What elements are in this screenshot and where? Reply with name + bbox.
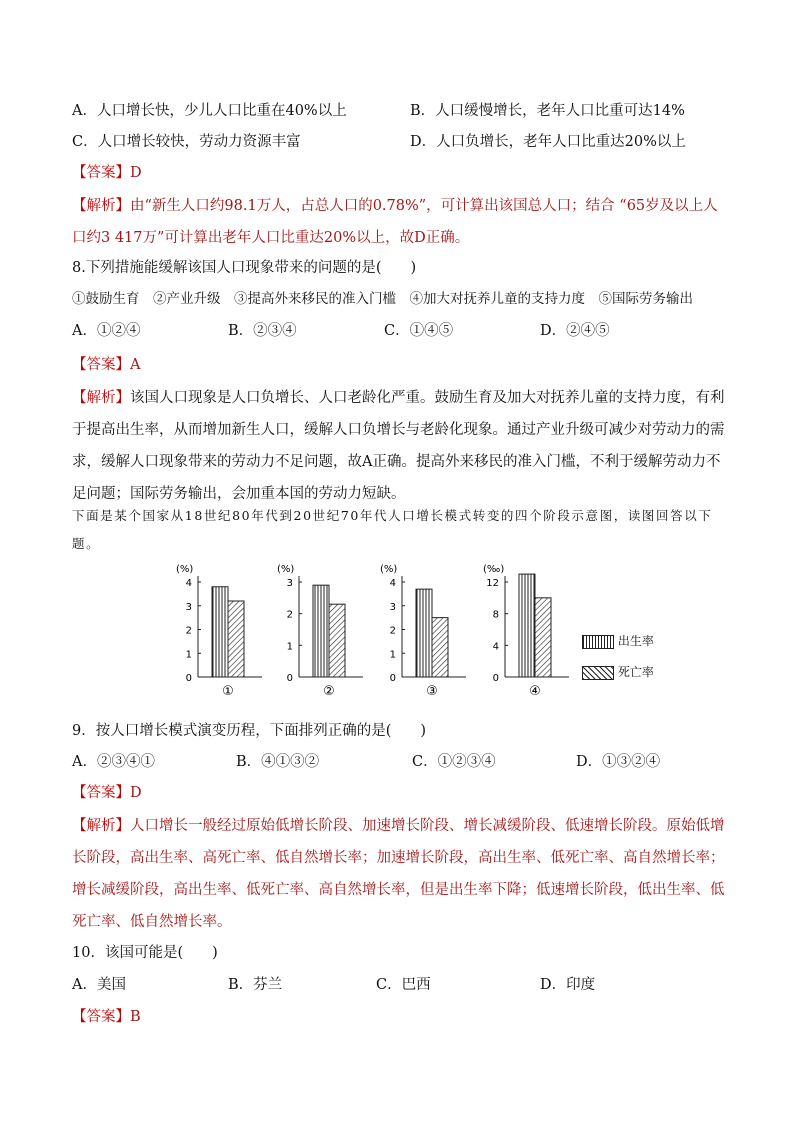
tick-label: 0 — [185, 673, 192, 684]
birth-rate-swatch — [582, 635, 614, 649]
q9-option-a[interactable]: A．②③④① — [72, 754, 155, 770]
tick-label: 3 — [185, 601, 192, 613]
q7-options-row2 — [72, 131, 732, 153]
q8-items: ①鼓励生育 ②产业升级 ③提高外来移民的准入门槛 ④加大对抚养儿童的支持力度 ⑤国际劳务输出 — [72, 291, 693, 307]
q8-options — [72, 320, 732, 342]
q9-answer — [72, 782, 142, 804]
death-rate-bar — [228, 601, 244, 677]
chart-stage-label: ④ — [529, 684, 541, 699]
tick-label: 1 — [389, 649, 396, 661]
q10-option-d[interactable]: D．印度 — [540, 977, 596, 993]
tick-label: 2 — [389, 625, 396, 637]
tick-label: 1 — [286, 641, 293, 653]
legend-death-label: 死亡率 — [617, 665, 654, 679]
tick-label: 0 — [286, 673, 293, 684]
answer-tag: 【答案】 — [72, 165, 130, 181]
tick-label: 4 — [492, 641, 499, 653]
q7-option-a[interactable]: A．人口增长快，少儿人口比重在40%以上 — [72, 103, 347, 119]
q10-answer — [72, 1006, 141, 1028]
analysis-tag: 【解析】 — [72, 198, 130, 214]
q10-options — [72, 974, 732, 996]
q7-option-c[interactable]: C．人口增长较快，劳动力资源丰富 — [72, 134, 301, 150]
q8-analysis — [72, 382, 732, 510]
q9-option-b[interactable]: B．④①③② — [236, 754, 320, 770]
tick-label: 3 — [389, 601, 396, 613]
tick-label: 3 — [286, 578, 293, 589]
q8-option-a[interactable]: A．①②④ — [72, 323, 141, 339]
legend-birth — [582, 632, 654, 649]
legend-death — [582, 663, 654, 680]
q9-stem: 9．按人口增长模式演变历程，下面排列正确的是( ) — [72, 723, 427, 739]
q8-option-d[interactable]: D．②④⑤ — [540, 323, 610, 339]
q7-option-d[interactable]: D．人口负增长，老年人口比重达20%以上 — [410, 134, 686, 150]
tick-label: 0 — [492, 673, 499, 684]
chart-unit-label: (%) — [277, 564, 295, 575]
answer-tag: 【答案】 — [72, 785, 130, 801]
tick-label: 2 — [185, 625, 192, 637]
tick-label: 2 — [286, 609, 293, 621]
tick-label: 12 — [486, 578, 499, 589]
chart-unit-label: (‰) — [483, 564, 505, 575]
answer-value: A — [130, 357, 141, 373]
q7-option-b[interactable]: B．人口缓慢增长，老年人口比重可达14% — [410, 103, 685, 119]
chart-stage-label: ③ — [426, 684, 438, 699]
legend-birth-label: 出生率 — [617, 634, 654, 648]
chart-intro: 下面是某个国家从18世纪80年代到20世纪70年代人口增长模式转变的四个阶段示意图，读图回答以下题。 — [72, 508, 713, 551]
chart-2 — [277, 564, 363, 699]
chart-stage-label: ① — [222, 684, 234, 699]
answer-tag: 【答案】 — [72, 357, 130, 373]
q8-option-c[interactable]: C．①④⑤ — [384, 323, 454, 339]
q7-analysis — [72, 190, 732, 254]
chart-unit-label: (%) — [380, 564, 398, 575]
death-rate-bar — [432, 618, 448, 677]
death-rate-bar — [535, 598, 551, 677]
q7-answer — [72, 162, 142, 184]
answer-value: D — [130, 165, 142, 181]
tick-label: 4 — [185, 578, 192, 589]
analysis-text: 该国人口现象是人口负增长、人口老龄化严重。鼓励生育及加大对抚养儿童的支持力度，有利于提高出生率，从而增加新生人口，缓解人口负增长与老龄化现象。通过产业升级可减少对劳动力的需求，缓解人口现象带来的劳动力不足问题，故A正确。提高外来移民的准入门槛，不利于缓解劳动力不足问题；国际劳务输出，会加重本国的劳动力短缺。 — [72, 390, 725, 502]
q9-options — [72, 751, 732, 773]
chart-stage-label: ② — [323, 684, 335, 699]
q7-options-row1 — [72, 100, 732, 122]
tick-label: 4 — [389, 578, 396, 589]
tick-label: 1 — [185, 649, 192, 661]
chart-4 — [483, 564, 569, 699]
q10-option-c[interactable]: C．巴西 — [376, 977, 431, 993]
answer-tag: 【答案】 — [72, 1009, 130, 1025]
birth-rate-bar — [313, 585, 329, 677]
analysis-text: 人口增长一般经过原始低增长阶段、加速增长阶段、增长减缓阶段、低速增长阶段。原始低增长阶段，高出生率、高死亡率、低自然增长率；加速增长阶段，高出生率、低死亡率、高自然增长率；增长减缓阶段，高出生率、低死亡率、高自然增长率，但是出生率下降；低速增长阶段，低出生率、低死亡率、低自然增长率。 — [72, 818, 725, 930]
q9-option-c[interactable]: C．①②③④ — [412, 754, 496, 770]
birth-rate-bar — [212, 587, 228, 677]
analysis-tag: 【解析】 — [72, 818, 130, 834]
analysis-tag: 【解析】 — [72, 390, 130, 406]
tick-label: 0 — [389, 673, 396, 684]
death-rate-bar — [329, 604, 345, 677]
chart-1 — [176, 564, 262, 699]
q10-option-a[interactable]: A．美国 — [72, 977, 126, 993]
q9-analysis — [72, 810, 732, 938]
q10-option-b[interactable]: B．芬兰 — [228, 977, 283, 993]
q8-option-b[interactable]: B．②③④ — [228, 323, 297, 339]
answer-value: D — [130, 785, 142, 801]
death-rate-swatch — [582, 666, 614, 680]
analysis-text: 由“新生人口约98.1万人，占总人口的0.78%”，可计算出该国总人口；结合 “65岁及以上人口约3 417万”可计算出老年人口比重达20%以上，故D正确。 — [72, 198, 718, 246]
answer-value: B — [130, 1009, 141, 1025]
tick-label: 8 — [492, 609, 499, 621]
q9-option-d[interactable]: D．①③②④ — [576, 754, 661, 770]
q8-answer — [72, 354, 140, 376]
q10-stem: 10．该国可能是( ) — [72, 945, 218, 961]
birth-rate-bar — [519, 574, 535, 677]
q8-stem: 8.下列措施能缓解该国人口现象带来的问题的是( ) — [72, 260, 417, 276]
chart-3 — [380, 564, 466, 699]
chart-unit-label: (%) — [176, 564, 194, 575]
birth-rate-bar — [416, 589, 432, 677]
